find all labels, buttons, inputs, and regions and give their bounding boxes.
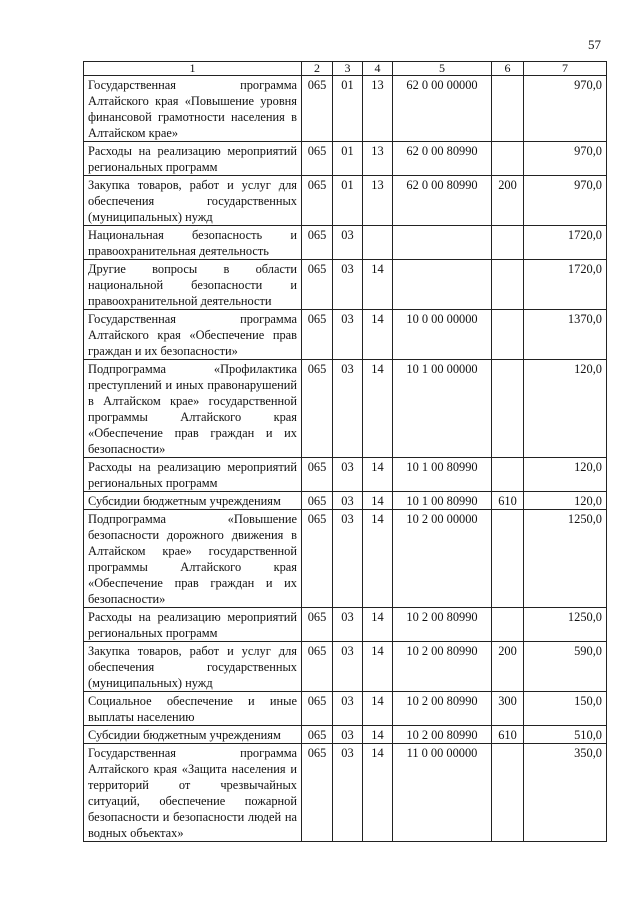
subsection-code-cell: 14 bbox=[363, 360, 393, 458]
table-row bbox=[84, 608, 607, 642]
table-row bbox=[84, 492, 607, 510]
column-header: 7 bbox=[524, 62, 607, 76]
ministry-code-cell: 065 bbox=[302, 176, 333, 226]
column-header: 5 bbox=[393, 62, 492, 76]
expense-type-cell: 200 bbox=[492, 176, 524, 226]
expense-type-cell: 200 bbox=[492, 642, 524, 692]
section-code-cell: 03 bbox=[333, 260, 363, 310]
subsection-code-cell: 14 bbox=[363, 492, 393, 510]
subsection-code-cell: 14 bbox=[363, 458, 393, 492]
column-header: 2 bbox=[302, 62, 333, 76]
expense-type-cell bbox=[492, 142, 524, 176]
table-row bbox=[84, 76, 607, 142]
target-article-cell: 10 1 00 80990 bbox=[393, 458, 492, 492]
ministry-code-cell: 065 bbox=[302, 642, 333, 692]
page-number: 57 bbox=[588, 37, 601, 52]
expense-type-cell bbox=[492, 360, 524, 458]
ministry-code-cell: 065 bbox=[302, 692, 333, 726]
subsection-code-cell: 13 bbox=[363, 76, 393, 142]
expense-type-cell bbox=[492, 744, 524, 842]
section-code-cell: 01 bbox=[333, 176, 363, 226]
ministry-code-cell: 065 bbox=[302, 360, 333, 458]
section-code-cell: 01 bbox=[333, 142, 363, 176]
target-article-cell: 62 0 00 80990 bbox=[393, 176, 492, 226]
table-row bbox=[84, 726, 607, 744]
subsection-code-cell: 13 bbox=[363, 176, 393, 226]
table-row bbox=[84, 510, 607, 608]
amount-cell: 120,0 bbox=[524, 492, 607, 510]
expense-type-cell: 610 bbox=[492, 492, 524, 510]
amount-cell: 970,0 bbox=[524, 76, 607, 142]
target-article-cell: 10 2 00 80990 bbox=[393, 726, 492, 744]
table-row bbox=[84, 458, 607, 492]
expense-type-cell bbox=[492, 310, 524, 360]
column-header: 3 bbox=[333, 62, 363, 76]
row-name-cell: Субсидии бюджетным учреждениям bbox=[84, 492, 302, 510]
subsection-code-cell: 14 bbox=[363, 726, 393, 744]
table-header-row bbox=[84, 62, 607, 76]
row-name-cell: Закупка товаров, работ и услуг для обеспечения государственных (муниципальных) нужд bbox=[84, 176, 302, 226]
row-name-cell: Расходы на реализацию мероприятий региональных программ bbox=[84, 142, 302, 176]
ministry-code-cell: 065 bbox=[302, 492, 333, 510]
amount-cell: 970,0 bbox=[524, 176, 607, 226]
row-name-cell: Расходы на реализацию мероприятий региональных программ bbox=[84, 458, 302, 492]
expense-type-cell bbox=[492, 510, 524, 608]
ministry-code-cell: 065 bbox=[302, 76, 333, 142]
table-row bbox=[84, 226, 607, 260]
amount-cell: 590,0 bbox=[524, 642, 607, 692]
section-code-cell: 03 bbox=[333, 458, 363, 492]
target-article-cell: 10 2 00 00000 bbox=[393, 510, 492, 608]
section-code-cell: 03 bbox=[333, 510, 363, 608]
section-code-cell: 03 bbox=[333, 226, 363, 260]
section-code-cell: 03 bbox=[333, 492, 363, 510]
row-name-cell: Государственная программа Алтайского края «Обеспечение прав граждан и их безопасности» bbox=[84, 310, 302, 360]
section-code-cell: 03 bbox=[333, 744, 363, 842]
table-row bbox=[84, 360, 607, 458]
budget-table bbox=[83, 61, 607, 842]
section-code-cell: 03 bbox=[333, 310, 363, 360]
row-name-cell: Другие вопросы в области национальной безопасности и правоохранительной деятельности bbox=[84, 260, 302, 310]
row-name-cell: Подпрограмма «Повышение безопасности дорожного движения в Алтайском крае» государственной программы Алтайского края «Обеспечение прав граждан и их безопасности» bbox=[84, 510, 302, 608]
target-article-cell: 62 0 00 80990 bbox=[393, 142, 492, 176]
amount-cell: 1720,0 bbox=[524, 226, 607, 260]
target-article-cell: 10 1 00 00000 bbox=[393, 360, 492, 458]
subsection-code-cell: 14 bbox=[363, 692, 393, 726]
table-row bbox=[84, 642, 607, 692]
expense-type-cell bbox=[492, 458, 524, 492]
table-row bbox=[84, 692, 607, 726]
target-article-cell: 11 0 00 00000 bbox=[393, 744, 492, 842]
target-article-cell bbox=[393, 260, 492, 310]
section-code-cell: 03 bbox=[333, 360, 363, 458]
ministry-code-cell: 065 bbox=[302, 458, 333, 492]
expense-type-cell: 300 bbox=[492, 692, 524, 726]
expense-type-cell bbox=[492, 226, 524, 260]
column-header: 4 bbox=[363, 62, 393, 76]
table-row bbox=[84, 142, 607, 176]
row-name-cell: Социальное обеспечение и иные выплаты населению bbox=[84, 692, 302, 726]
subsection-code-cell: 14 bbox=[363, 310, 393, 360]
table-row bbox=[84, 176, 607, 226]
amount-cell: 120,0 bbox=[524, 458, 607, 492]
ministry-code-cell: 065 bbox=[302, 142, 333, 176]
ministry-code-cell: 065 bbox=[302, 608, 333, 642]
row-name-cell: Закупка товаров, работ и услуг для обеспечения государственных (муниципальных) нужд bbox=[84, 642, 302, 692]
subsection-code-cell: 13 bbox=[363, 142, 393, 176]
column-header: 1 bbox=[84, 62, 302, 76]
section-code-cell: 03 bbox=[333, 692, 363, 726]
expense-type-cell: 610 bbox=[492, 726, 524, 744]
target-article-cell: 10 2 00 80990 bbox=[393, 608, 492, 642]
row-name-cell: Государственная программа Алтайского края «Повышение уровня финансовой грамотности населения в Алтайском крае» bbox=[84, 76, 302, 142]
section-code-cell: 03 bbox=[333, 608, 363, 642]
subsection-code-cell: 14 bbox=[363, 744, 393, 842]
target-article-cell: 10 2 00 80990 bbox=[393, 642, 492, 692]
amount-cell: 1250,0 bbox=[524, 510, 607, 608]
amount-cell: 350,0 bbox=[524, 744, 607, 842]
subsection-code-cell bbox=[363, 226, 393, 260]
expense-type-cell bbox=[492, 76, 524, 142]
amount-cell: 120,0 bbox=[524, 360, 607, 458]
subsection-code-cell: 14 bbox=[363, 642, 393, 692]
ministry-code-cell: 065 bbox=[302, 510, 333, 608]
amount-cell: 510,0 bbox=[524, 726, 607, 744]
row-name-cell: Подпрограмма «Профилактика преступлений и иных правонарушений в Алтайском крае» государственной программы Алтайского края «Обеспечение прав граждан и их безопасности» bbox=[84, 360, 302, 458]
expense-type-cell bbox=[492, 608, 524, 642]
target-article-cell bbox=[393, 226, 492, 260]
target-article-cell: 10 2 00 80990 bbox=[393, 692, 492, 726]
row-name-cell: Расходы на реализацию мероприятий региональных программ bbox=[84, 608, 302, 642]
subsection-code-cell: 14 bbox=[363, 608, 393, 642]
amount-cell: 1250,0 bbox=[524, 608, 607, 642]
section-code-cell: 03 bbox=[333, 726, 363, 744]
row-name-cell: Национальная безопасность и правоохранительная деятельность bbox=[84, 226, 302, 260]
row-name-cell: Субсидии бюджетным учреждениям bbox=[84, 726, 302, 744]
table-row bbox=[84, 260, 607, 310]
table-row bbox=[84, 744, 607, 842]
ministry-code-cell: 065 bbox=[302, 310, 333, 360]
ministry-code-cell: 065 bbox=[302, 260, 333, 310]
target-article-cell: 10 1 00 80990 bbox=[393, 492, 492, 510]
target-article-cell: 62 0 00 00000 bbox=[393, 76, 492, 142]
table-row bbox=[84, 310, 607, 360]
expense-type-cell bbox=[492, 260, 524, 310]
amount-cell: 1370,0 bbox=[524, 310, 607, 360]
amount-cell: 970,0 bbox=[524, 142, 607, 176]
amount-cell: 1720,0 bbox=[524, 260, 607, 310]
section-code-cell: 03 bbox=[333, 642, 363, 692]
amount-cell: 150,0 bbox=[524, 692, 607, 726]
row-name-cell: Государственная программа Алтайского края «Защита населения и территорий от чрезвычайных ситуаций, обеспечение пожарной безопасности и безопасности людей на водных объектах» bbox=[84, 744, 302, 842]
section-code-cell: 01 bbox=[333, 76, 363, 142]
column-header: 6 bbox=[492, 62, 524, 76]
subsection-code-cell: 14 bbox=[363, 510, 393, 608]
ministry-code-cell: 065 bbox=[302, 744, 333, 842]
ministry-code-cell: 065 bbox=[302, 226, 333, 260]
target-article-cell: 10 0 00 00000 bbox=[393, 310, 492, 360]
subsection-code-cell: 14 bbox=[363, 260, 393, 310]
ministry-code-cell: 065 bbox=[302, 726, 333, 744]
